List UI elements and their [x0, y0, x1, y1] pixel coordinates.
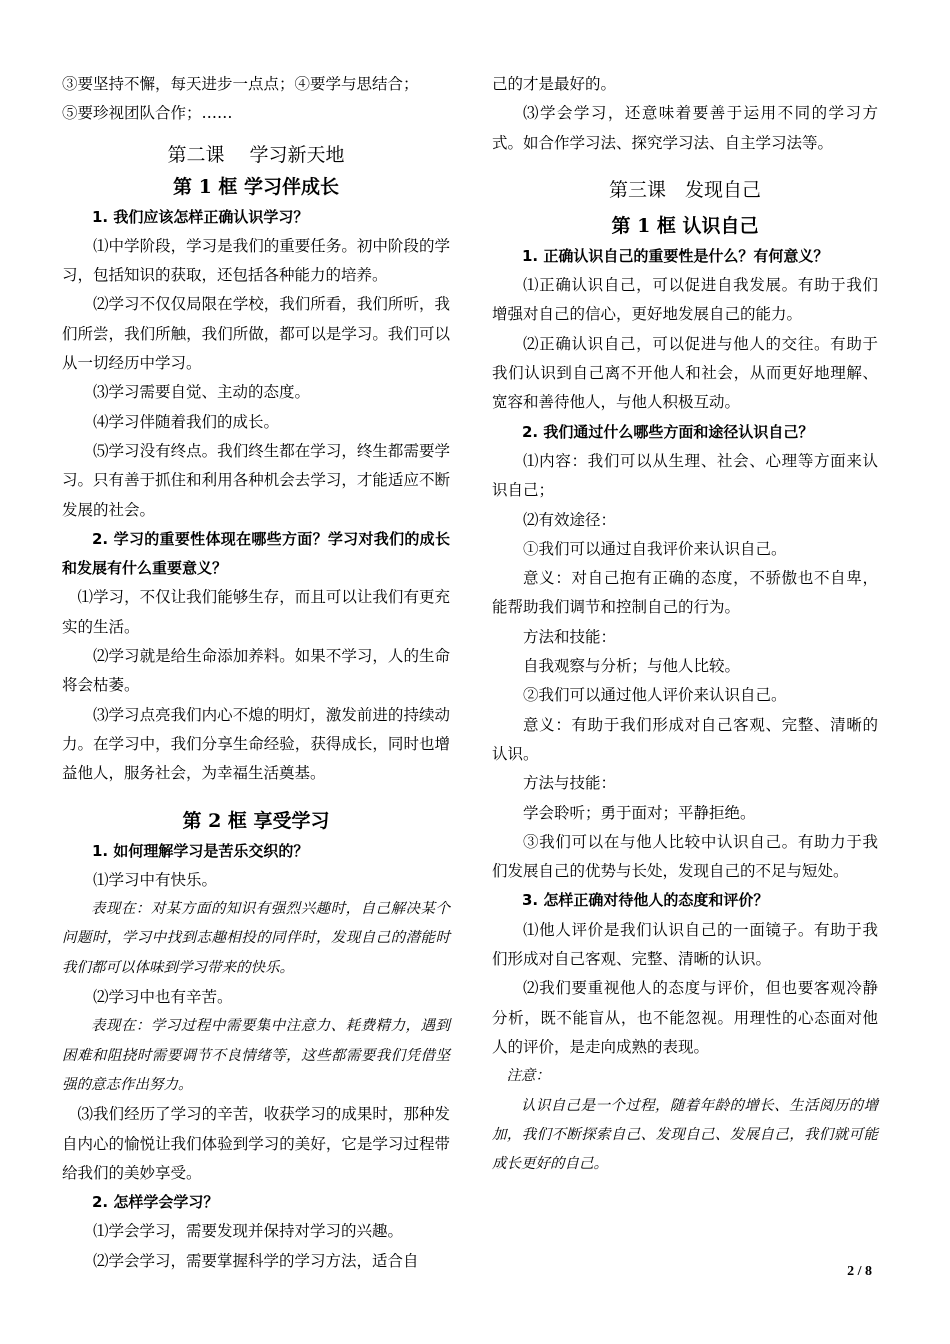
question-heading: 2. 学习的重要性体现在哪些方面？学习对我们的成长和发展有什么重要意义？ — [62, 529, 450, 578]
question-heading: 1. 如何理解学习是苦乐交织的？ — [92, 841, 309, 860]
answer-item: 意义：有助于我们形成对自己客观、完整、清晰的认识。 — [492, 715, 878, 763]
answer-item: ⑶学习需要自觉、主动的态度。 — [93, 383, 311, 402]
frame-1-title: 第 1 框 学习伴成长 — [172, 175, 340, 198]
intro-line-2: ⑤要珍视团队合作；…… — [62, 104, 233, 123]
answer-item: ⑴正确认识自己，可以促进自我发展。有助于我们增强对自己的信心，更好地发展自己的能力。 — [492, 276, 878, 324]
answer-item: ①我们可以通过自我评价来认识自己。 — [523, 539, 787, 558]
answer-item: ⑸学习没有终点。我们终生都在学习，终生都需要学习。只有善于抓住和利用各种机会去学习，才能适应不断发展的社会。 — [62, 441, 450, 519]
answer-item: 意义：对自己抱有正确的态度，不骄傲也不自卑，能帮助我们调节和控制自己的行为。 — [492, 569, 878, 617]
page-number: 2 / 8 — [847, 1264, 872, 1279]
note-text: 表现在：对某方面的知识有强烈兴趣时，自己解决某个问题时，学习中找到志趣相投的同伴时，发现自己的潜能时我们都可以体味到学习带来的快乐。 — [62, 901, 450, 976]
answer-item: ⑴内容：我们可以从生理、社会、心理等方面来认识自己； — [492, 451, 878, 500]
answer-item: ⑴学习，不仅让我们能够生存，而且可以让我们有更充实的生活。 — [62, 588, 450, 636]
answer-item: ③我们可以在与他人比较中认识自己。有助力于我们发展自己的优势与长处，发现自己的不足与短处。 — [492, 832, 878, 881]
answer-item: ⑵正确认识自己，可以促进与他人的交往。有助于我们认识到自己离不开他人和社会，从而更好地理解、宽容和善待他人，与他人积极互动。 — [492, 334, 878, 412]
answer-item: ⑵学习不仅仅局限在学校，我们所看，我们所听，我们所尝，我们所触，我们所做，都可以是学习。我们可以从一切经历中学习。 — [62, 295, 450, 373]
right-column — [492, 70, 878, 1179]
question-heading: 2. 怎样学会学习？ — [92, 1193, 219, 1212]
answer-item: ⑴中学阶段，学习是我们的重要任务。初中阶段的学习，包括知识的获取，还包括各种能力的培养。 — [62, 236, 450, 285]
answer-item: ⑵我们要重视他人的态度与评价，但也要客观冷静分析，既不能盲从，也不能忽视。用理性的心态面对他人的评价，是走向成熟的表现。 — [492, 979, 878, 1056]
answer-item: ⑵学会学习，需要掌握科学的学习方法，适合自 — [93, 1251, 419, 1270]
continued-text: 己的才是最好的。 — [492, 75, 617, 93]
question-heading: 2. 我们通过什么哪些方面和途径认识自己？ — [522, 422, 814, 441]
answer-item: 学会聆听；勇于面对；平静拒绝。 — [523, 803, 756, 822]
question-heading: 1. 我们应该怎样正确认识学习？ — [92, 207, 309, 226]
lesson-3-title: 第三课 发现自己 — [608, 178, 761, 201]
answer-item: 自我观察与分析；与他人比较。 — [523, 657, 741, 676]
answer-item: ⑵有效途径： — [523, 510, 617, 529]
answer-item: ⑵学习就是给生命添加养料。如果不学习，人的生命将会枯萎。 — [62, 647, 450, 695]
question-heading: 3. 怎样正确对待他人的态度和评价？ — [522, 891, 769, 910]
answer-item: ⑶学会学习，还意味着要善于运用不同的学习方式。如合作学习法、探究学习法、自主学习法等。 — [492, 104, 878, 152]
answer-item: ⑴学习中有快乐。 — [93, 870, 218, 889]
answer-item: ②我们可以通过他人评价来认识自己。 — [523, 686, 787, 705]
answer-item: ⑵学习中也有辛苦。 — [93, 988, 233, 1007]
lesson-2-title: 第二课 学习新天地 — [167, 143, 345, 166]
answer-item: ⑶学习点亮我们内心不熄的明灯，激发前进的持续动力。在学习中，我们分享生命经验，获得成长，同时也增益他人，服务社会，为幸福生活奠基。 — [62, 705, 450, 783]
answer-item: ⑷学习伴随着我们的成长。 — [93, 412, 280, 431]
answer-item: 方法与技能： — [523, 774, 617, 793]
left-column — [62, 70, 450, 1276]
answer-item: 方法和技能： — [523, 627, 617, 646]
question-heading: 1. 正确认识自己的重要性是什么？有何意义？ — [522, 246, 829, 265]
frame-1-title: 第 1 框 认识自己 — [611, 214, 759, 237]
note-label: 注意： — [506, 1068, 550, 1085]
note-text: 认识自己是一个过程，随着年龄的增长、生活阅历的增加，我们不断探索自己、发现自己、发展自己，我们就可能成长更好的自己。 — [492, 1097, 878, 1173]
answer-item: ⑶我们经历了学习的辛苦，收获学习的成果时，那种发自内心的愉悦让我们体验到学习的美好，它是学习过程带给我们的美妙享受。 — [62, 1105, 450, 1182]
note-text: 表现在：学习过程中需要集中注意力、耗费精力，遇到困难和阻挠时需要调节不良情绪等，这些都需要我们凭借坚强的意志作出努力。 — [62, 1018, 450, 1093]
frame-2-title: 第 2 框 享受学习 — [182, 809, 330, 832]
answer-item: ⑴学会学习，需要发现并保持对学习的兴趣。 — [93, 1222, 404, 1241]
intro-line-1: ③要坚持不懈，每天进步一点点；④要学与思结合； — [62, 75, 419, 93]
answer-item: ⑴他人评价是我们认识自己的一面镜子。有助于我们形成对自己客观、完整、清晰的认识。 — [492, 920, 878, 969]
